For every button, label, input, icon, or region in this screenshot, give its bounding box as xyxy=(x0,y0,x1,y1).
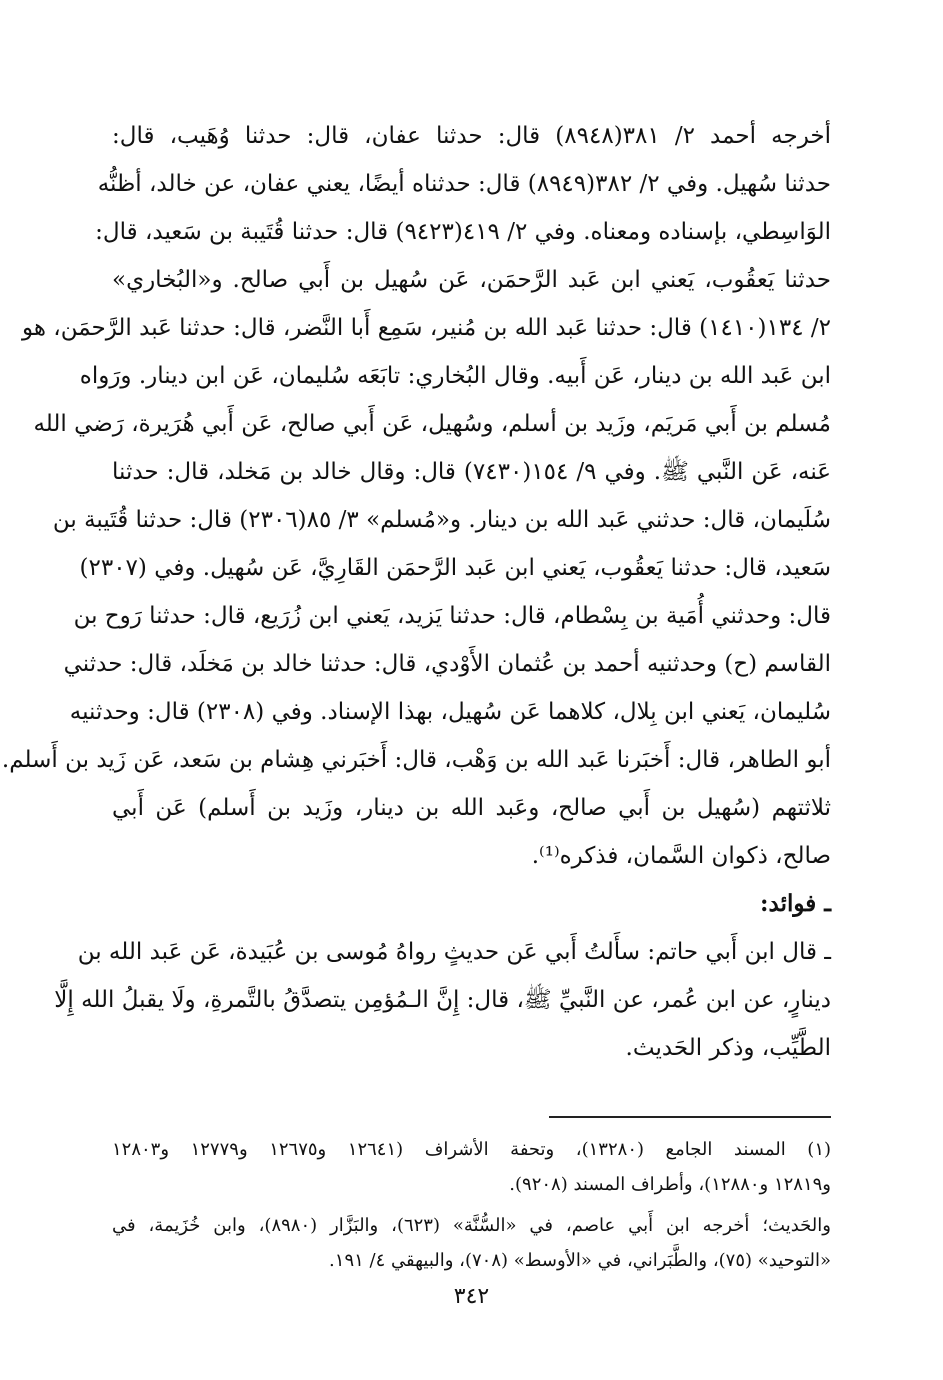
text-line: أبو الطاهر، قال: أَخبَرنا عَبد الله بن وَهْب، قال: أَخبَرني هِشام بن سَعد، عَن زَيد بن أَسلم. xyxy=(1,747,831,773)
footnote-line: و١٢٨١٩ و١٢٨٨٠)، وأطراف المسند (٩٢٠٨). xyxy=(509,1174,831,1195)
text-line: ٢/ ١٣٤(١٤١٠) قال: حدثنا عَبد الله بن مُنير، سَمِع أَبا النَّضر، قال: حدثنا عَبد الرَّحمَن، هو xyxy=(21,315,831,341)
text-line: الوَاسِطي، بإسناده ومعناه. وفي ٢/ ٤١٩(٩٤٢٣) قال: حدثنا قُتَيبة بن سَعيد، قال: xyxy=(95,219,831,245)
text-line: سُليمان، يَعني ابن بِلال، كلاهما عَن سُهيل، بهذا الإسناد. وفي (٢٣٠٨) قال: وحدثنيه xyxy=(69,699,831,725)
footnote-separator xyxy=(549,1116,831,1118)
text-line: ـ قال ابن أَبي حاتم: سأَلتُ أَبي عَن حديثٍ رواهُ مُوسى بن عُبَيدة، عَن عَبد الله بن xyxy=(77,939,831,965)
text-line: عَنه، عَن النَّبي ﷺ. وفي ٩/ ١٥٤(٧٤٣٠) قال: وقال خالد بن مَخلد، قال: حدثنا xyxy=(112,459,832,485)
text-line: الطَّيِّب، وذكر الحَديث. xyxy=(625,1035,831,1061)
footnote-line: «التوحيد» (٧٥)، والطَّبَراني، في «الأوسط» (٧٠٨)، والبيهقي ٤/ ١٩١. xyxy=(329,1250,831,1271)
text-line: حدثنا سُهيل. وفي ٢/ ٣٨٢(٨٩٤٩) قال: حدثناه أيضًا، يعني عفان، عن خالد، أظنُّه xyxy=(97,171,831,197)
fawaid-heading: ـ فوائد: xyxy=(760,890,831,917)
text-line: دينارٍ، عن ابن عُمر، عن النَّبيِّ ﷺ، قال: إِنَّ الـمُؤمِن يتصدَّقُ بالتَّمرةِ، ولَا يقبلُ الله إِلَّا xyxy=(54,987,831,1013)
text-line: ابن عَبد الله بن دينار، عَن أَبيه. وقال البُخاري: تابَعَه سُليمان، عَن ابن دينار. ورَواه xyxy=(79,363,831,389)
text-line: قال: وحدثني أُمَية بن بِسْطام، قال: حدثنا يَزيد، يَعني ابن زُرَيع، قال: حدثنا رَوح بن xyxy=(73,603,831,629)
text-line: حدثنا يَعقُوب، يَعني ابن عَبد الرَّحمَن، عَن سُهيل بن أَبي صالح. و«البُخاري» xyxy=(112,267,831,293)
footnote-line: (١) المسند الجامع (١٣٢٨٠)، وتحفة الأشراف (١٢٦٤١ و١٢٦٧٥ و١٢٧٧٩ و١٢٨٠٣ xyxy=(112,1139,832,1160)
text-line: سُلَيمان، قال: حدثني عَبد الله بن دينار. و«مُسلم» ٣/ ٨٥(٢٣٠٦) قال: حدثنا قُتَيبة بن xyxy=(52,507,831,533)
fawaid-paragraph xyxy=(54,928,831,1072)
page-number: ٣٤٢ xyxy=(453,1284,490,1309)
footnotes xyxy=(112,1132,831,1278)
text-line: ثلاثتهم (سُهيل بن أَبي صالح، وعَبد الله بن دينار، وزَيد بن أَسلم) عَن أَبي xyxy=(112,795,831,821)
text-line: القاسم (ح) وحدثنيه أحمد بن عُثمان الأَوْدي، قال: حدثنا خالد بن مَخلَد، قال: حدثني xyxy=(63,651,831,677)
text-line: سَعيد، قال: حدثنا يَعقُوب، يَعني ابن عَبد الرَّحمَن القَارِيَّ، عَن سُهيل. وفي (٢٣٠٧) xyxy=(79,555,831,581)
text-line: مُسلم بن أَبي مَريَم، وزَيد بن أسلم، وسُهيل، عَن أَبي صالح، عَن أَبي هُرَيرة، رَضي الله xyxy=(33,411,831,437)
text-line: صالح، ذكوان السَّمان، فذكره⁽¹⁾. xyxy=(531,843,831,869)
conclusion-paragraph xyxy=(112,784,831,880)
takhrij-paragraph xyxy=(1,112,832,784)
footnote-line: والحَديث؛ أخرجه ابن أَبي عاصم، في «السُّنَّة» (٦٢٣)، والبَزَّار (٨٩٨٠)، وابن خُزَيمة، في xyxy=(112,1215,831,1236)
text-line: أخرجه أحمد ٢/ ٣٨١(٨٩٤٨) قال: حدثنا عفان، قال: حدثنا وُهَيب، قال: xyxy=(112,123,831,149)
